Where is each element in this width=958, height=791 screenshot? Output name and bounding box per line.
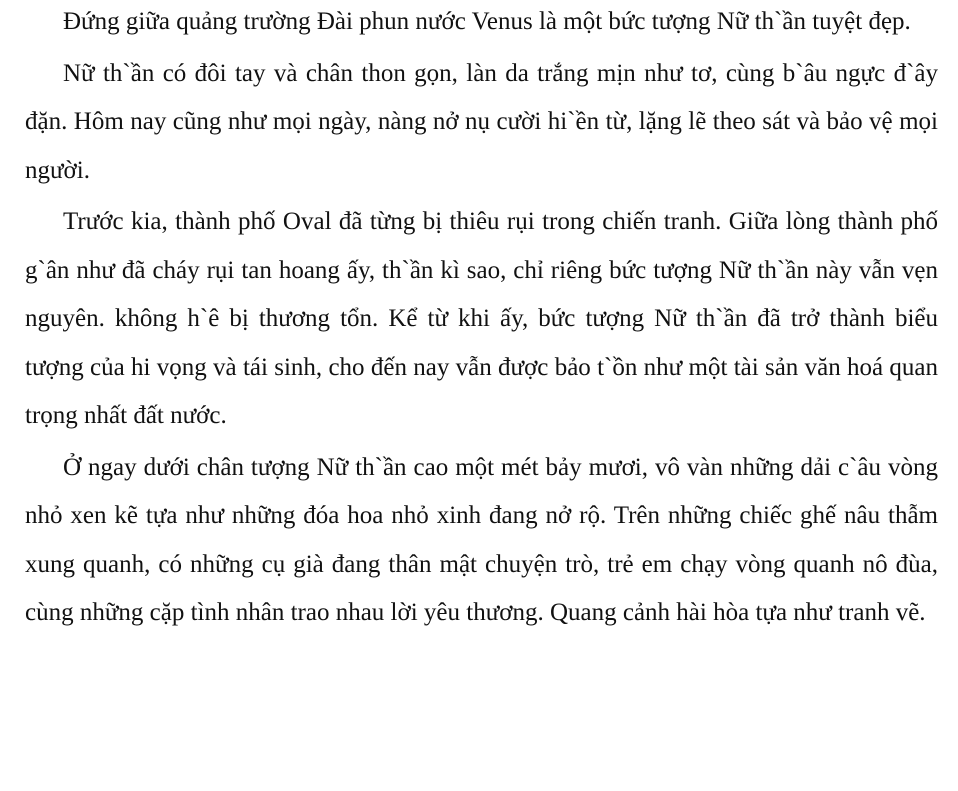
paragraph-4: Ở ngay dưới chân tượng Nữ th`ần cao một mét bảy mươi, vô vàn những dải c`âu vòng nhỏ xen kẽ tựa như những đóa hoa nhỏ xinh đang nở rộ. Trên những chiếc ghế nâu thẫm xung quanh, có những cụ già đang thân mật chuyện trò, trẻ em chạy vòng quanh nô đùa, cùng những cặp tình nhân trao nhau lời yêu thương. Quang cảnh hài hòa tựa như tranh vẽ. (25, 453, 938, 626)
paragraph-2: Nữ th`ần có đôi tay và chân thon gọn, làn da trắng mịn như tơ, cùng b`âu ngực đ`ây đặn. Hôm nay cũng như mọi ngày, nàng nở nụ cười hi`ền từ, lặng lẽ theo sát và bảo vệ mọi người. (25, 59, 938, 184)
paragraph-1: Đứng giữa quảng trường Đài phun nước Venus là một bức tượng Nữ th`ần tuyệt đẹp. (63, 8, 911, 35)
paragraph-3: Trước kia, thành phố Oval đã từng bị thiêu rụi trong chiến tranh. Giữa lòng thành phố g`ân như đã cháy rụi tan hoang ấy, th`ần kì sao, chỉ riêng bức tượng Nữ th`ần này vẫn vẹn nguyên. không h`ê bị thương tổn. Kể từ khi ấy, bức tượng Nữ th`ần đã trở thành biểu tượng của hi vọng và tái sinh, cho đến nay vẫn được bảo t`ồn như một tài sản văn hoá quan trọng nhất đất nước. (25, 208, 938, 429)
